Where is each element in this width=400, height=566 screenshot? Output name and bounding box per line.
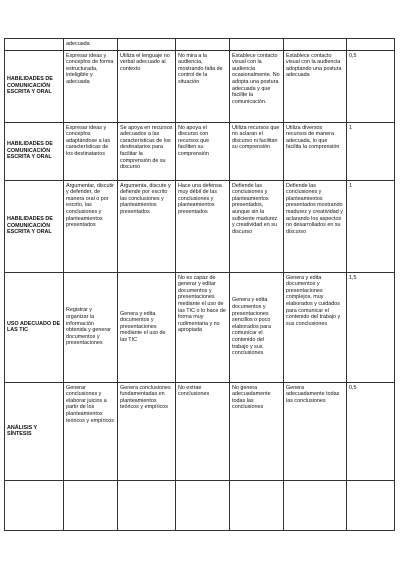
criterion-cell: HABILIDADES DE COMUNICACIÓN ESCRITA Y ORAL: [5, 122, 64, 180]
level-low-cell: No es capaz de generar y editar documentos y presentaciones mediante el uso de las TIC o lo hace de forma muy rudimentaria y no apropiada: [176, 272, 230, 382]
table-row: [5, 122, 395, 180]
level-high-cell: [284, 480, 347, 530]
table-row: [5, 180, 395, 272]
level-mid-cell: Establece contacto visual con la audiencia ocasionalmente. No adopta una postura adecuada y que facilite la comunicación.: [230, 50, 284, 122]
level-mid-cell: Defiende las conclusiones y planteamientos presentados, aunque sin la suficiente madurez y creatividad en su discurso: [230, 180, 284, 272]
level-high-cell: Utiliza diversos recursos de manera adecuada, lo que facilita la comprensión: [284, 122, 347, 180]
table-row: [5, 272, 395, 382]
competence-cell: [64, 480, 118, 530]
criterion-cell: ANÁLISIS Y SÍNTESIS: [5, 382, 64, 480]
level-low-cell: Hace una defensa muy débil de las conclusiones y planteamientos presentados: [176, 180, 230, 272]
table-row: [5, 39, 395, 51]
score-cell: 0,5: [347, 382, 395, 480]
level-mid-cell: Genera y edita documentos y presentaciones sencillos o poco elaborados para comunicar el contenido del trabajo y sus conclusiones: [230, 272, 284, 382]
table-row: [5, 480, 395, 530]
level-high-cell: Defiende las conclusiones y planteamientos presentados mostrando madurez y creatividad y aclarando los aspectos no desarrollados en su discurso: [284, 180, 347, 272]
level-mid-cell: No genera adecuadamente todas las conclusiones: [230, 382, 284, 480]
level-low-cell: No extrae conclusiones: [176, 382, 230, 480]
level-high-cell: [284, 39, 347, 51]
criterion-cell: [5, 480, 64, 530]
level-high-cell: Genera y edita documentos y presentaciones complejos, muy elaborados y cuidados para comunicar el contenido del trabajo y sus conclusiones: [284, 272, 347, 382]
score-cell: 1: [347, 122, 395, 180]
indicator-cell: Genera y edita documentos y presentaciones mediante el uso de las TIC: [118, 272, 176, 382]
rubric-table: [4, 38, 395, 531]
level-mid-cell: Utiliza recursos que no aclaran el discurso ni facilitan su comprensión: [230, 122, 284, 180]
level-mid-cell: [230, 39, 284, 51]
score-cell: 1: [347, 180, 395, 272]
level-low-cell: No apoya el discurso con recursos que faciliten su comprensión: [176, 122, 230, 180]
level-high-cell: Establece contacto visual con la audiencia adoptando una postura adecuada: [284, 50, 347, 122]
level-low-cell: [176, 480, 230, 530]
level-low-cell: [176, 39, 230, 51]
level-high-cell: Genera adecuadamente todas las conclusiones: [284, 382, 347, 480]
criterion-cell: [5, 39, 64, 51]
score-cell: [347, 39, 395, 51]
competence-cell: Registrar y organizar la información obtenida y generar documentos y presentaciones: [64, 272, 118, 382]
indicator-cell: Argumenta, discute y defiende por escrito las conclusiones y planteamientos presentados: [118, 180, 176, 272]
indicator-cell: [118, 39, 176, 51]
criterion-cell: USO ADECUADO DE LAS TIC: [5, 272, 64, 382]
competence-cell: Expresar ideas y conceptos adaptándose a las características de los destinatarios: [64, 122, 118, 180]
indicator-cell: [118, 480, 176, 530]
score-cell: 0,5: [347, 50, 395, 122]
table-row: [5, 50, 395, 122]
competence-cell: Argumentar, discutir y defender, de manera oral o por escrito, las conclusiones y planteamientos presentados: [64, 180, 118, 272]
indicator-cell: Genera conclusiones fundamentadas en planteamientos teóricos y empíricos: [118, 382, 176, 480]
indicator-cell: Se apoya en recursos adecuados a las características de los destinatarios para facilitar la comprensión de su discurso: [118, 122, 176, 180]
criterion-cell: HABILIDADES DE COMUNICACIÓN ESCRITA Y ORAL: [5, 180, 64, 272]
criterion-cell: HABILIDADES DE COMUNICACIÓN ESCRITA Y ORAL: [5, 50, 64, 122]
competence-cell: adecuada: [64, 39, 118, 51]
competence-cell: Generar conclusiones y elaborar juicios a partir de los planteamientos teóricos y empíricos: [64, 382, 118, 480]
level-low-cell: No mira a la audiencia, mostrando falta de control de la situación: [176, 50, 230, 122]
indicator-cell: Utiliza el lenguaje no verbal adecuado al contexto: [118, 50, 176, 122]
score-cell: 1,5: [347, 272, 395, 382]
score-cell: [347, 480, 395, 530]
competence-cell: Expresar ideas y conceptos de forma estructurada, inteligible y adecuada: [64, 50, 118, 122]
table-row: [5, 382, 395, 480]
level-mid-cell: [230, 480, 284, 530]
